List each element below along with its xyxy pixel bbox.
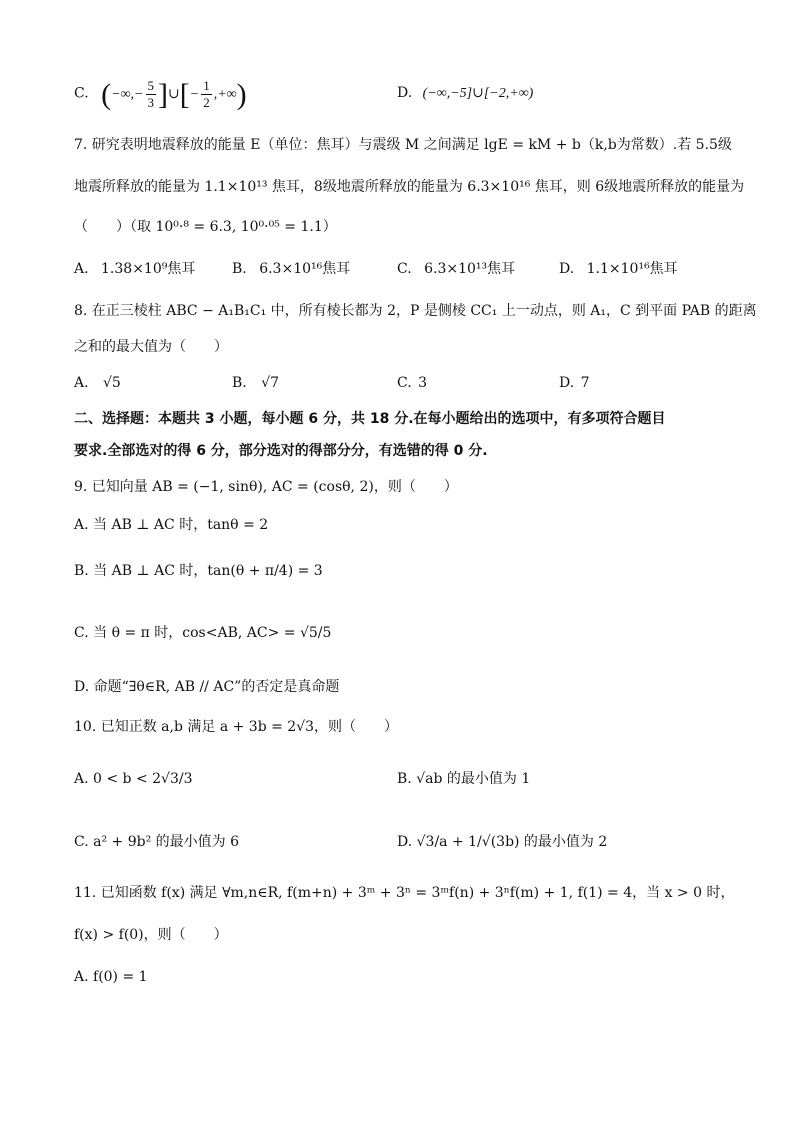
- option-label: D.: [559, 375, 575, 391]
- q9-stem: 9. 已知向量 AB = (−1, sinθ), AC = (cosθ, 2)，则（ ）: [74, 479, 458, 495]
- q6-option-c-math: (−∞,− $\frac{5}{3}$ ]∪[− $\frac{1}{2}$ ,+∞): [101, 77, 247, 111]
- q6-option-d-math: (−∞,−5]∪[−2,+∞): [422, 86, 534, 101]
- q7-option-a: [74, 258, 195, 280]
- q10-option-a: A. 0 < b < 2√3/3: [74, 771, 193, 787]
- q10-option-b: B. √ab 的最小值为 1: [397, 771, 531, 787]
- option-label: C.: [397, 261, 412, 277]
- section-2-heading-line1: 二、选择题：本题共 3 小题，每小题 6 分，共 18 分.在每小题给出的选项中，有多项符合题目: [74, 411, 666, 427]
- option-label: A.: [74, 261, 89, 277]
- q8-stem-line1: 8. 在正三棱柱 ABC − A₁B₁C₁ 中，所有棱长都为 2，P 是侧棱 CC₁ 上一动点，则 A₁，C 到平面 PAB 的距离: [74, 303, 757, 319]
- option-label: B.: [232, 261, 247, 277]
- q9-option-b: B. 当 AB ⊥ AC 时，tan(θ + π/4) = 3: [74, 563, 323, 579]
- q11-option-a: A. f(0) = 1: [74, 969, 148, 985]
- q7-stem-line2: 地震所释放的能量为 1.1×10¹³ 焦耳，8级地震所释放的能量为 6.3×10¹⁶ 焦耳，则 6级地震所释放的能量为: [74, 179, 745, 195]
- q6-option-d: [397, 82, 533, 105]
- option-label: A.: [74, 375, 89, 391]
- q7-option-c: [397, 258, 515, 280]
- q7-option-b: [232, 258, 350, 280]
- option-text: 6.3×10¹⁶焦耳: [259, 261, 351, 277]
- q9-option-d: D. 命题“∃θ∈R, AB // AC”的否定是真命题: [74, 679, 340, 695]
- option-label: C.: [74, 85, 89, 102]
- q6-option-c: [74, 78, 247, 111]
- option-label: C.: [397, 375, 412, 391]
- section-2-heading-line2: 要求.全部选对的得 6 分，部分选对的得部分分，有选错的得 0 分.: [74, 443, 488, 459]
- option-text: 1.1×10¹⁶焦耳: [586, 261, 678, 277]
- option-text: 6.3×10¹³焦耳: [424, 261, 516, 277]
- q10-option-d: D. √3/a + 1/√(3b) 的最小值为 2: [397, 834, 608, 850]
- q7-stem-line1: 7. 研究表明地震释放的能量 E（单位：焦耳）与震级 M 之间满足 lgE = kM + b（k,b为常数）.若 5.5级: [74, 137, 732, 153]
- q8-option-a: [74, 372, 121, 394]
- option-text: √7: [261, 375, 280, 391]
- option-text: 1.38×10⁹焦耳: [101, 261, 196, 277]
- q7-stem-line3: （ ）（取 10⁰·⁸ = 6.3, 10⁰·⁰⁵ = 1.1）: [74, 219, 337, 235]
- option-text: 3: [418, 375, 428, 391]
- q10-option-c: C. a² + 9b² 的最小值为 6: [74, 834, 239, 850]
- option-text: √5: [103, 375, 121, 391]
- option-label: B.: [232, 375, 247, 391]
- option-label: D.: [397, 85, 413, 101]
- q11-stem-line2: f(x) > f(0)，则（ ）: [74, 927, 228, 943]
- q9-option-c: C. 当 θ = π 时，cos<AB, AC> = √5/5: [74, 625, 332, 641]
- q8-option-d: [559, 372, 590, 394]
- q11-stem-line1: 11. 已知函数 f(x) 满足 ∀m,n∈R, f(m+n) + 3ᵐ + 3ⁿ = 3ᵐf(n) + 3ⁿf(m) + 1, f(1) = 4，当 x > 0 时，: [74, 885, 735, 901]
- option-label: D.: [559, 261, 575, 277]
- q9-option-a: A. 当 AB ⊥ AC 时，tanθ = 2: [74, 517, 269, 533]
- q8-option-b: [232, 372, 279, 394]
- q10-stem: 10. 已知正数 a,b 满足 a + 3b = 2√3，则（ ）: [74, 719, 399, 735]
- q8-stem-line2: 之和的最大值为（ ）: [74, 339, 228, 355]
- q8-option-c: [397, 372, 427, 394]
- option-text: 7: [580, 375, 590, 391]
- q7-option-d: [559, 258, 678, 280]
